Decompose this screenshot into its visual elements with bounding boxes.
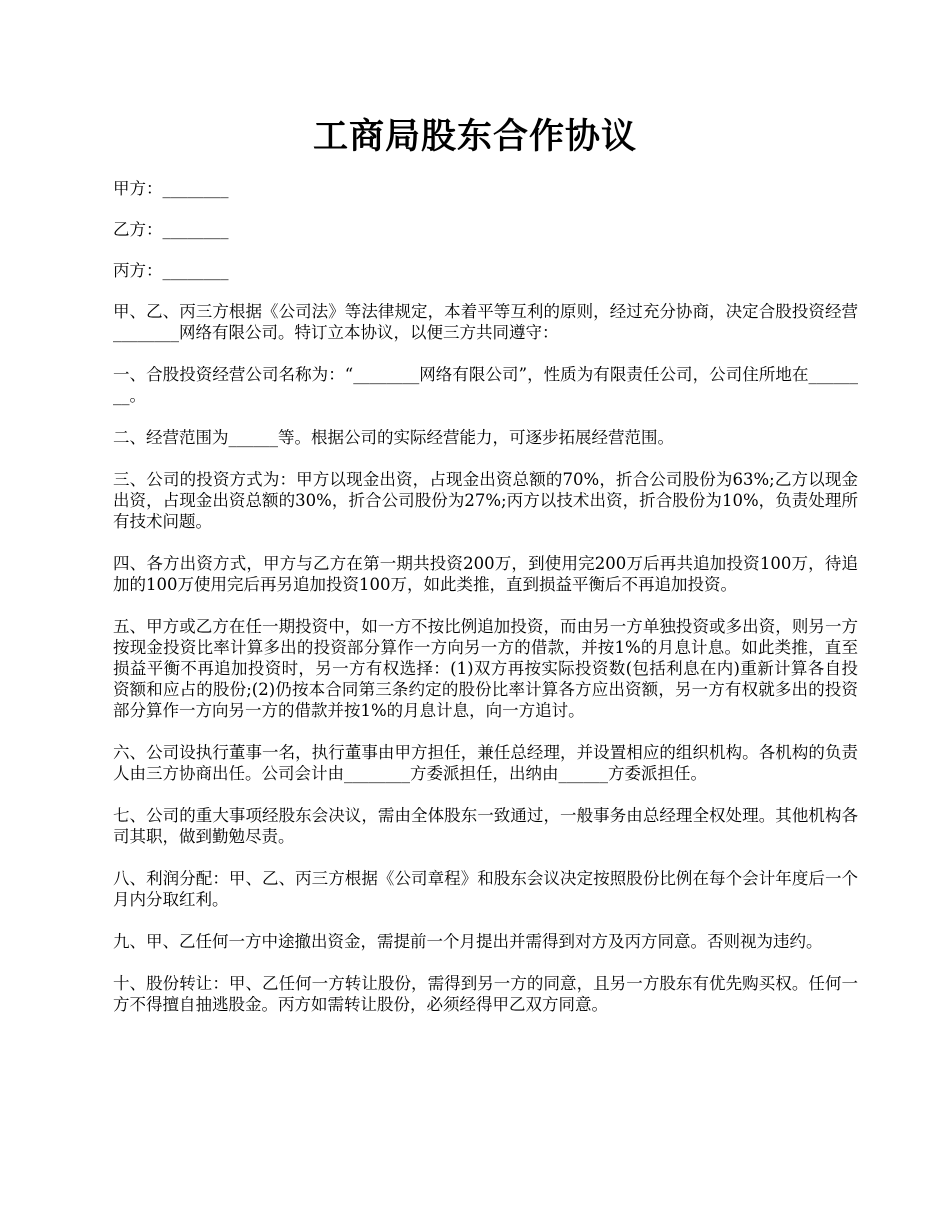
clause-10: 十、股份转让：甲、乙任何一方转让股份，需得到另一方的同意，且另一方股东有优先购买权。任何一方不得擅自抽逃股金。丙方如需转让股份，必须经得甲乙双方同意。 — [113, 974, 858, 1014]
clause-1: 一、合股投资经营公司名称为：“________网络有限公司”，性质为有限责任公司，公司住所地在________。 — [113, 365, 858, 405]
clause-7: 七、公司的重大事项经股东会决议，需由全体股东一致通过，一般事务由总经理全权处理。其他机构各司其职，做到勤勉尽责。 — [113, 806, 858, 846]
clause-4: 四、各方出资方式，甲方与乙方在第一期共投资200万，到使用完200万后再共追加投资100万，待追加的100万使用完后再另追加投资100万，如此类推，直到损益平衡后不再追加投资。 — [113, 554, 858, 594]
clause-5: 五、甲方或乙方在任一期投资中，如一方不按比例追加投资，而由另一方单独投资或多出资，则另一方按现金投资比率计算多出的投资部分算作一方向另一方的借款，并按1%的月息计息。如此类推，直至损益平衡不再追加投资时，另一方有权选择：(1)双方再按实际投资数(包括利息在内)重新计算各自投资额和应占的股份;(2)仍按本合同第三条约定的股份比率计算各方应出资额，另一方有权就多出的投资部分算作一方向另一方的借款并按1%的月息计息，向一方追讨。 — [113, 617, 858, 720]
clause-3: 三、公司的投资方式为：甲方以现金出资，占现金出资总额的70%，折合公司股份为63%;乙方以现金出资，占现金出资总额的30%，折合公司股份为27%;丙方以技术出资，折合股份为10%，负责处理所有技术问题。 — [113, 470, 858, 531]
party-jia: 甲方：________ — [113, 179, 229, 198]
document-title: 工商局股东合作协议 — [312, 116, 637, 157]
party-yi: 乙方：________ — [113, 220, 229, 239]
document-body — [113, 178, 858, 1036]
clause-2: 二、经营范围为______等。根据公司的实际经营能力，可逐步拓展经营范围。 — [113, 428, 674, 447]
clause-9: 九、甲、乙任何一方中途撤出资金，需提前一个月提出并需得到对方及丙方同意。否则视为违约。 — [113, 932, 823, 951]
clause-6: 六、公司设执行董事一名，执行董事由甲方担任，兼任总经理，并设置相应的组织机构。各机构的负责人由三方协商出任。公司会计由________方委派担任，出纳由______方委派担任。 — [113, 743, 858, 783]
clause-8: 八、利润分配：甲、乙、丙三方根据《公司章程》和股东会议决定按照股份比例在每个会计年度后一个月内分取红利。 — [113, 869, 858, 909]
intro-paragraph: 甲、乙、丙三方根据《公司法》等法律规定，本着平等互利的原则，经过充分协商，决定合股投资经营________网络有限公司。特订立本协议，以便三方共同遵守： — [113, 302, 858, 342]
party-bing: 丙方：________ — [113, 261, 229, 280]
